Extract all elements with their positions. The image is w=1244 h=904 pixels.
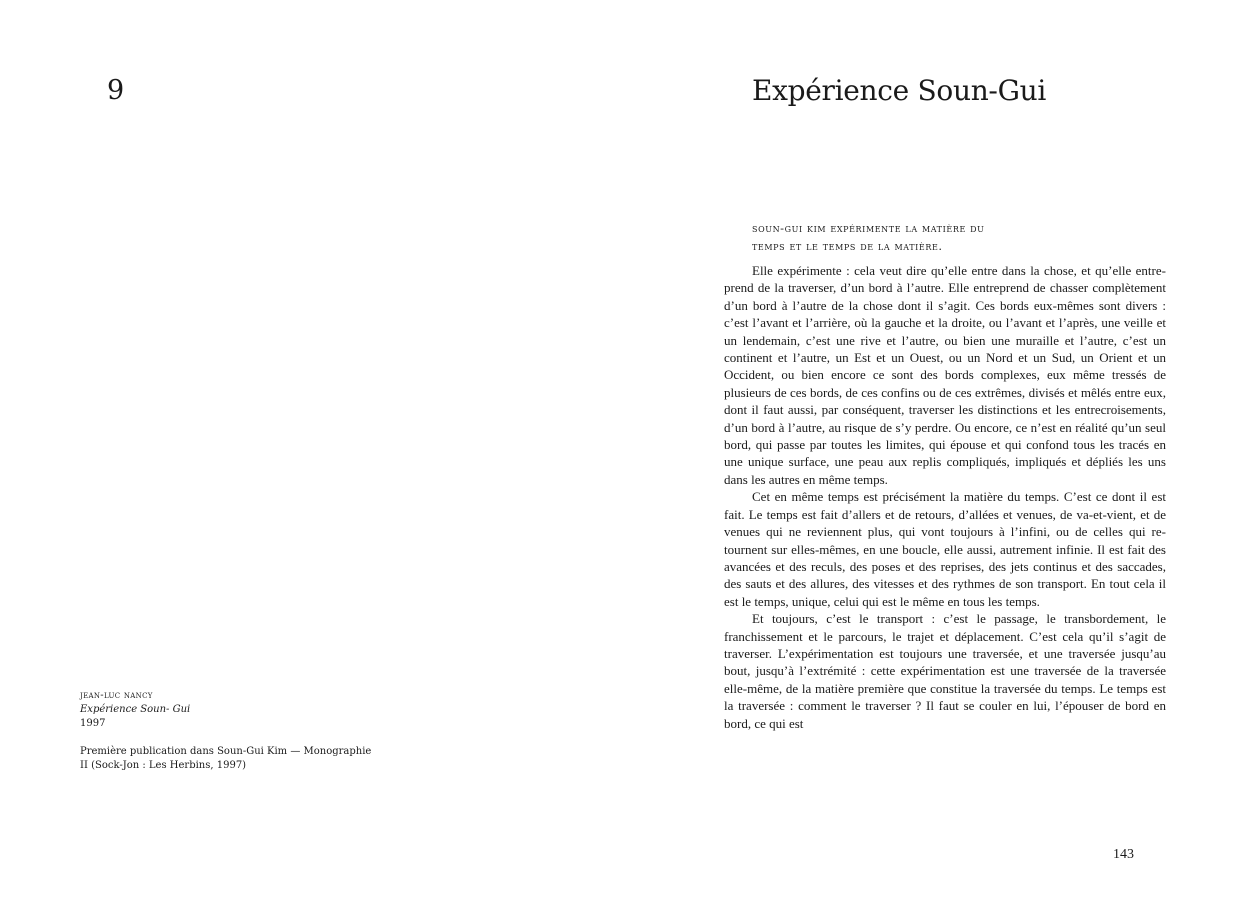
lead-in-line-2: temps et le temps de la matière. (752, 238, 943, 253)
body-paragraph-2: Cet en même temps est précisément la matière du temps. C’est ce dont il est fait. Le temps est fait d’allers et de retours, d’allées et venues, de va-et-vient, et de venues qui ne reviennent plus, qui vont toujours à l’infini, ou de celles qui retournent sur elles-mêmes, en une boucle, elle aussi, autrement infinie. Il est fait des avancées et des reculs, des poses et des reprises, des jets continus et des saccades, des sauts et des allures, des vitesses et des rythmes de son transport. En tout cela il est le temps, unique, celui qui est le même en tous les temps. (724, 489, 1166, 609)
page-number: 143 (1113, 847, 1134, 862)
credit-work-title: Expérience Soun- Gui (80, 704, 191, 715)
body-text (724, 262, 1166, 732)
credit-publication-line-2: II (Sock-Jon : Les Herbins, 1997) (80, 760, 247, 771)
chapter-number: 9 (107, 75, 125, 106)
lead-in (752, 220, 1072, 255)
lead-in-line-1: soun-gui kim expérimente la matière du (752, 221, 985, 235)
essay-title: Expérience Soun-Gui (752, 74, 1047, 107)
body-paragraph-3: Et toujours, c’est le transport : c’est le passage, le transbordement, le franchissement et le parcours, le trajet et déplacement. C’est cela qu’il s’agit de traverser. L’expérimentation est toujours une traversée, et une traversée jusqu’au bout, jusqu’à l’extrémité : cette expérimentation est une traversée de la traversée elle-même, de la matière première que constitue la traversée du temps. Le temps est la traversée : comment le traverser ? Il faut se couler en lui, l’épouser de bord en bord, ce qui est (724, 611, 1166, 731)
credit-year: 1997 (80, 718, 106, 729)
credit-publication-line-1: Première publication dans Soun-Gui Kim — Monographie (80, 746, 372, 757)
credits-block (80, 689, 372, 773)
credit-author: jean-luc nancy (80, 690, 153, 701)
body-paragraph-1: Elle expérimente : cela veut dire qu’elle entre dans la chose, et qu’elle entreprend de la traverser, d’un bord à l’autre. Elle entreprend de chasser complètement d’un bord à l’autre de la chose dont il s’agit. Ces bords eux-mêmes sont divers : c’est l’avant et l’arrière, où la gauche et la droite, ou l’avant et l’après, une veille et un lendemain, c’est une rive et l’autre, ou bien une muraille et l’autre, c’est un continent et l’autre, un Est et un Ouest, ou un Nord et un Sud, un Orient et un Occident, ou bien encore ce sont des bords complexes, eux même tressés de plusieurs de ces bords, de ces confins ou de ces extrêmes, divisés et mêlés entre eux, dont il faut aussi, par conséquent, traverser les distinctions et les entrecroisements, d’un bord à l’autre, au risque de s’y perdre. Ou encore, ce n’est en réalité qu’un seul bord, qui passe par toutes les limites, qui épouse et qui confond tous les tracés en une unique surface, une peau aux replis compliqués, impliqués et dépliés les uns dans les autres en même temps. (724, 263, 1166, 487)
